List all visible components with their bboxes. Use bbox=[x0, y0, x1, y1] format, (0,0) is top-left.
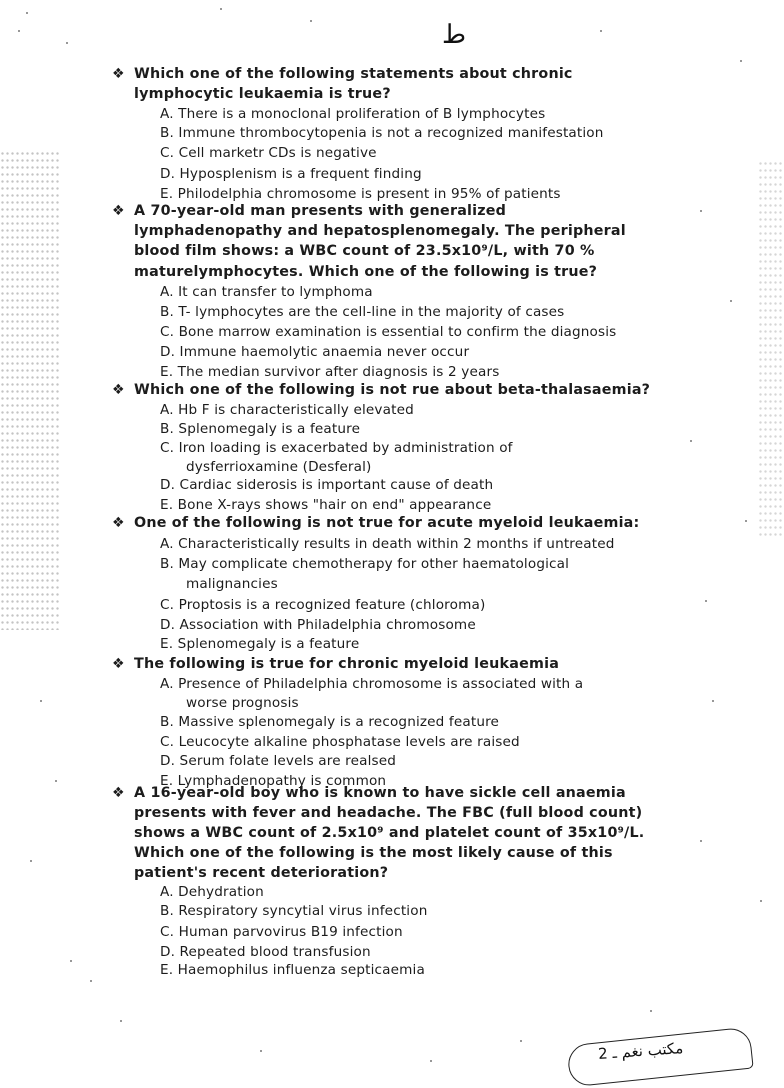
scan-speck bbox=[30, 860, 32, 862]
question-stem-line: presents with fever and headache. The FBC (full blood count) bbox=[134, 805, 643, 821]
question-stem-line: lymphadenopathy and hepatosplenomegaly. The peripheral bbox=[134, 223, 626, 239]
answer-option: E. Splenomegaly is a feature bbox=[160, 636, 360, 652]
answer-option: D. Hyposplenism is a frequent finding bbox=[160, 166, 422, 182]
scan-speck bbox=[120, 1020, 122, 1022]
question-stem-line: lymphocytic leukaemia is true? bbox=[134, 86, 391, 102]
scan-speck bbox=[310, 20, 312, 22]
question-stem-line: A 16-year-old boy who is known to have sickle cell anaemia bbox=[134, 785, 626, 801]
answer-option: D. Association with Philadelphia chromosome bbox=[160, 617, 476, 633]
left-margin-scan-noise bbox=[0, 150, 60, 630]
header-handwritten-mark: ط bbox=[442, 20, 467, 50]
footer-stamp-text: مكتب نغم ـ 2 bbox=[597, 1039, 684, 1063]
right-margin-scan-noise bbox=[758, 160, 784, 540]
question-bullet-icon: ❖ bbox=[112, 515, 125, 531]
scan-speck bbox=[260, 1050, 262, 1052]
question-stem-line: The following is true for chronic myeloid leukaemia bbox=[134, 656, 560, 672]
answer-option: B. Immune thrombocytopenia is not a recognized manifestation bbox=[160, 125, 604, 141]
scan-speck bbox=[740, 60, 742, 62]
scan-speck bbox=[760, 900, 762, 902]
question-stem-line: maturelymphocytes. Which one of the following is true? bbox=[134, 264, 598, 280]
question-bullet-icon: ❖ bbox=[112, 66, 125, 82]
answer-option: B. Massive splenomegaly is a recognized feature bbox=[160, 714, 500, 730]
answer-option: C. Cell marketr CDs is negative bbox=[160, 145, 377, 161]
scan-speck bbox=[26, 12, 28, 14]
answer-option: A. It can transfer to lymphoma bbox=[160, 284, 373, 300]
question-bullet-icon: ❖ bbox=[112, 785, 125, 801]
question-bullet-icon: ❖ bbox=[112, 656, 125, 672]
answer-option: D. Immune haemolytic anaemia never occur bbox=[160, 344, 470, 360]
scan-speck bbox=[90, 980, 92, 982]
question-stem-line: One of the following is not true for acute myeloid leukaemia: bbox=[134, 515, 640, 531]
answer-option: E. Haemophilus influenza septicaemia bbox=[160, 962, 425, 978]
scan-speck bbox=[690, 440, 692, 442]
answer-option: A. Dehydration bbox=[160, 884, 264, 900]
question-stem-line: patient's recent deterioration? bbox=[134, 865, 389, 881]
answer-option: C. Human parvovirus B19 infection bbox=[160, 924, 403, 940]
answer-option: B. Splenomegaly is a feature bbox=[160, 421, 361, 437]
scan-speck bbox=[700, 840, 702, 842]
scan-speck bbox=[705, 600, 707, 602]
question-bullet-icon: ❖ bbox=[112, 203, 125, 219]
scan-speck bbox=[520, 1040, 522, 1042]
scan-speck bbox=[730, 300, 732, 302]
scan-speck bbox=[712, 700, 714, 702]
answer-option: B. May complicate chemotherapy for other haematological bbox=[160, 556, 570, 572]
scan-speck bbox=[66, 42, 68, 44]
answer-option-continuation: worse prognosis bbox=[186, 695, 299, 711]
scan-speck bbox=[650, 1010, 652, 1012]
scan-speck bbox=[55, 780, 57, 782]
answer-option: C. Proptosis is a recognized feature (chloroma) bbox=[160, 597, 486, 613]
scan-speck bbox=[600, 30, 602, 32]
answer-option-continuation: malignancies bbox=[186, 576, 278, 592]
answer-option: A. Hb F is characteristically elevated bbox=[160, 402, 414, 418]
answer-option: B. Respiratory syncytial virus infection bbox=[160, 903, 428, 919]
answer-option: A. Characteristically results in death within 2 months if untreated bbox=[160, 536, 615, 552]
answer-option: A. Presence of Philadelphia chromosome is associated with a bbox=[160, 676, 584, 692]
question-stem-line: A 70-year-old man presents with generalized bbox=[134, 203, 507, 219]
scan-speck bbox=[220, 8, 222, 10]
question-stem-line: blood film shows: a WBC count of 23.5x10⁹/L, with 70 % bbox=[134, 243, 595, 259]
answer-option: C. Iron loading is exacerbated by administration of bbox=[160, 440, 513, 456]
answer-option: D. Serum folate levels are realsed bbox=[160, 753, 397, 769]
answer-option: E. Lymphadenopathy is common bbox=[160, 773, 387, 789]
answer-option: D. Repeated blood transfusion bbox=[160, 944, 371, 960]
answer-option: D. Cardiac siderosis is important cause of death bbox=[160, 477, 494, 493]
question-stem-line: Which one of the following statements about chronic bbox=[134, 66, 573, 82]
answer-option-continuation: dysferrioxamine (Desferal) bbox=[186, 459, 372, 475]
question-bullet-icon: ❖ bbox=[112, 382, 125, 398]
question-stem-line: Which one of the following is the most likely cause of this bbox=[134, 845, 613, 861]
scan-speck bbox=[40, 700, 42, 702]
question-stem-line: Which one of the following is not rue about beta-thalasaemia? bbox=[134, 382, 651, 398]
answer-option: E. Bone X-rays shows "hair on end" appearance bbox=[160, 497, 492, 513]
answer-option: E. The median survivor after diagnosis is 2 years bbox=[160, 364, 500, 380]
scan-speck bbox=[18, 30, 20, 32]
scan-speck bbox=[430, 1060, 432, 1062]
scan-speck bbox=[700, 210, 702, 212]
scan-speck bbox=[745, 520, 747, 522]
answer-option: B. T- lymphocytes are the cell-line in the majority of cases bbox=[160, 304, 565, 320]
question-stem-line: shows a WBC count of 2.5x10⁹ and platelet count of 35x10⁹/L. bbox=[134, 825, 645, 841]
answer-option: C. Bone marrow examination is essential to confirm the diagnosis bbox=[160, 324, 617, 340]
answer-option: A. There is a monoclonal proliferation of B lymphocytes bbox=[160, 106, 546, 122]
answer-option: C. Leucocyte alkaline phosphatase levels are raised bbox=[160, 734, 520, 750]
answer-option: E. Philodelphia chromosome is present in 95% of patients bbox=[160, 186, 561, 202]
scan-speck bbox=[70, 960, 72, 962]
